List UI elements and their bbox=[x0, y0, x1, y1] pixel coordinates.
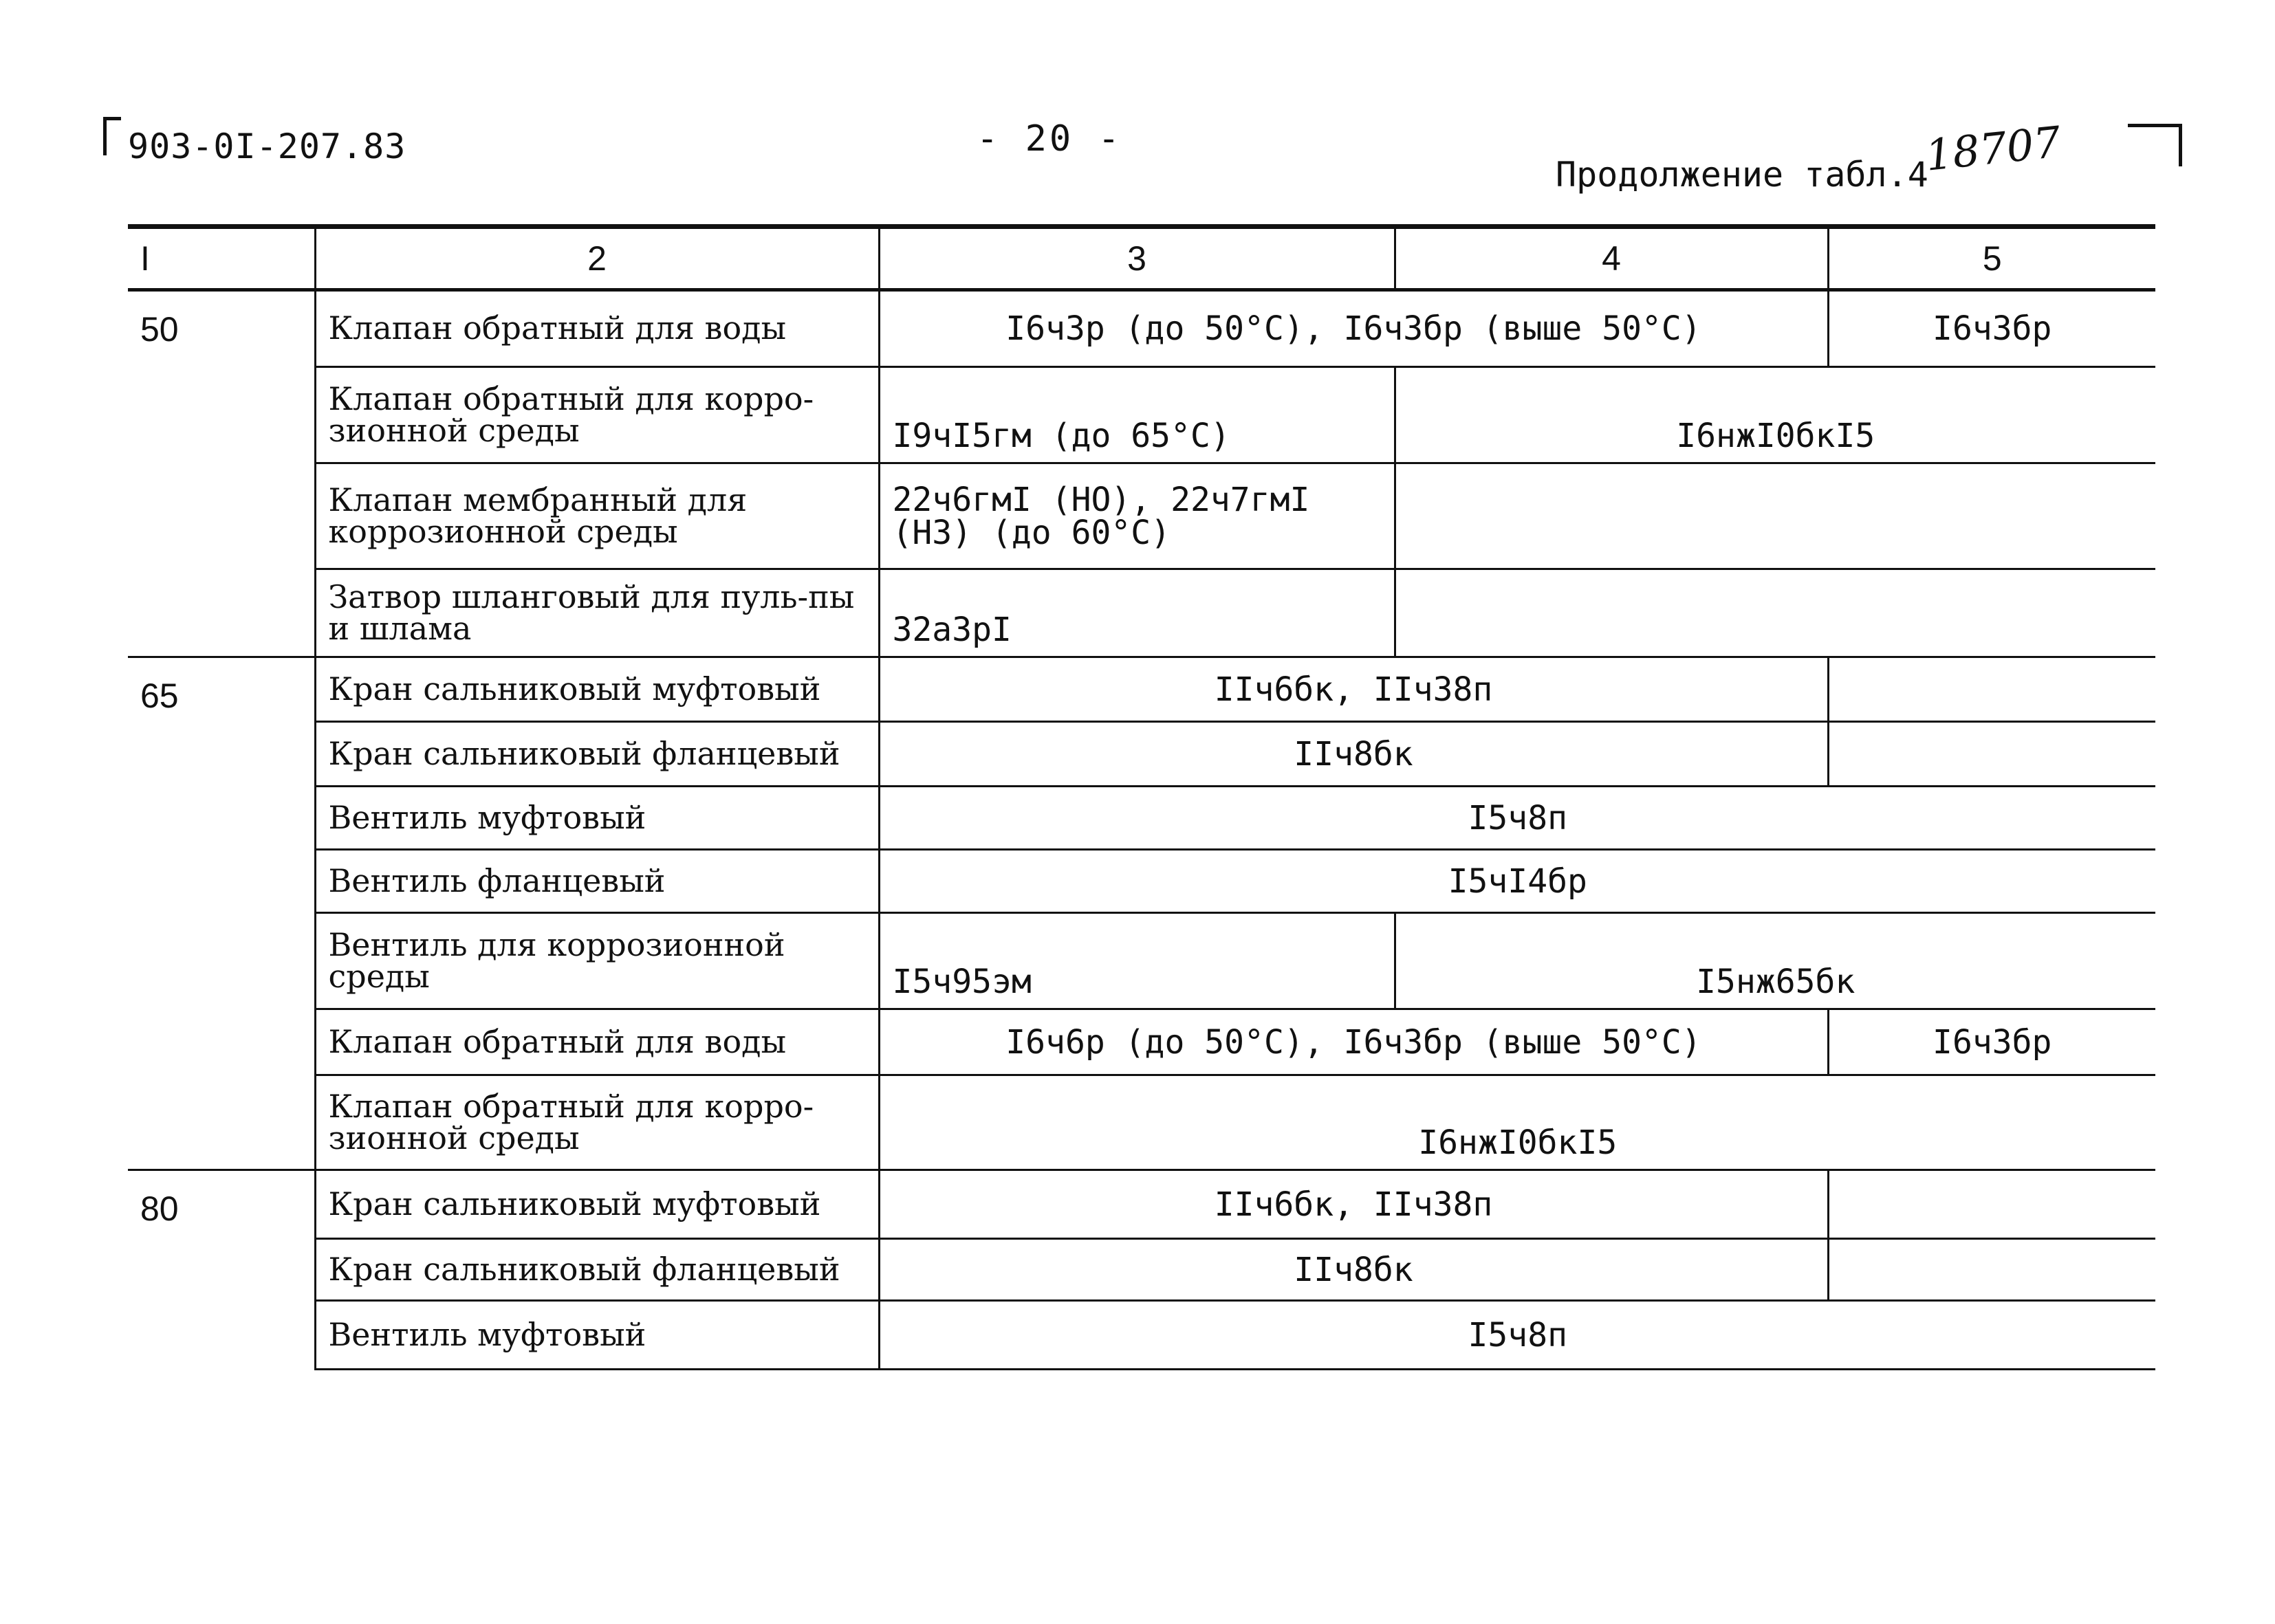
table-row bbox=[128, 1301, 2155, 1370]
fitting-name: Клапан обратный для воды bbox=[315, 290, 879, 367]
table-row bbox=[128, 657, 2155, 722]
fitting-name: Кран сальниковый фланцевый bbox=[315, 722, 879, 787]
fitting-designation: IIч8бк bbox=[879, 1239, 1828, 1301]
fitting-designation: IIч6бк, IIч38п bbox=[879, 1170, 1828, 1239]
fitting-name: Клапан мембранный для коррозионной среды bbox=[315, 463, 879, 569]
table-row bbox=[128, 722, 2155, 787]
table-row bbox=[128, 850, 2155, 913]
fitting-name: Кран сальниковый муфтовый bbox=[315, 657, 879, 722]
fitting-name: Кран сальниковый муфтовый bbox=[315, 1170, 879, 1239]
fitting-designation: 32а3рI bbox=[879, 569, 1395, 657]
empty-cell bbox=[1395, 463, 2155, 569]
fitting-designation: I5ч95эм bbox=[879, 913, 1395, 1009]
fitting-designation: I6нжI0бкI5 bbox=[1395, 367, 2155, 463]
fitting-name: Вентиль муфтовый bbox=[315, 1301, 879, 1370]
corner-mark-left-top bbox=[103, 117, 121, 120]
table-row bbox=[128, 913, 2155, 1009]
valve-table bbox=[128, 227, 2155, 1370]
fitting-designation: I6ч6р (до 50°С), I6ч3бр (выше 50°С) bbox=[879, 1009, 1828, 1075]
table-row bbox=[128, 1009, 2155, 1075]
fitting-designation: I6ч3бр bbox=[1828, 1009, 2155, 1075]
table-row bbox=[128, 569, 2155, 657]
empty-cell bbox=[1828, 1170, 2155, 1239]
fitting-name: Клапан обратный для корро-зионной среды bbox=[315, 367, 879, 463]
handwritten-number: 18707 bbox=[1923, 116, 2063, 181]
empty-cell bbox=[1828, 657, 2155, 722]
table-row bbox=[128, 1239, 2155, 1301]
table-row bbox=[128, 1170, 2155, 1239]
empty-cell bbox=[1395, 569, 2155, 657]
fitting-name: Клапан обратный для корро-зионной среды bbox=[315, 1075, 879, 1170]
table-row bbox=[128, 1075, 2155, 1170]
col-header-2: 2 bbox=[315, 228, 879, 290]
fitting-name: Кран сальниковый фланцевый bbox=[315, 1239, 879, 1301]
table-row bbox=[128, 367, 2155, 463]
empty-cell bbox=[1828, 1239, 2155, 1301]
page-number: - 20 - bbox=[977, 118, 1122, 160]
fitting-name: Вентиль для коррозионной среды bbox=[315, 913, 879, 1009]
fitting-name: Вентиль муфтовый bbox=[315, 787, 879, 850]
fitting-name: Затвор шланговый для пуль-пы и шлама bbox=[315, 569, 879, 657]
corner-mark-right-top bbox=[2128, 124, 2181, 127]
fitting-designation: I5ч8п bbox=[879, 1301, 2155, 1370]
fitting-designation: I6ч3р (до 50°С), I6ч3бр (выше 50°С) bbox=[879, 290, 1828, 367]
fitting-name: Вентиль фланцевый bbox=[315, 850, 879, 913]
table-row bbox=[128, 787, 2155, 850]
fitting-designation: I5ч8п bbox=[879, 787, 2155, 850]
fitting-designation: I6ч3бр bbox=[1828, 290, 2155, 367]
fitting-designation: I5чI4бр bbox=[879, 850, 2155, 913]
col-header-4: 4 bbox=[1395, 228, 1828, 290]
col-header-3: 3 bbox=[879, 228, 1395, 290]
table-row bbox=[128, 290, 2155, 367]
fitting-designation: IIч6бк, IIч38п bbox=[879, 657, 1828, 722]
dn-cell: 80 bbox=[128, 1170, 315, 1370]
dn-cell: 50 bbox=[128, 290, 315, 657]
table-row bbox=[128, 463, 2155, 569]
col-header-1: I bbox=[128, 228, 315, 290]
document-code: 903-0I-207.83 bbox=[128, 127, 406, 166]
dn-cell: 65 bbox=[128, 657, 315, 1170]
corner-mark-right bbox=[2179, 124, 2182, 166]
fitting-designation: I5нж65бк bbox=[1395, 913, 2155, 1009]
fitting-designation: I9чI5гм (до 65°С) bbox=[879, 367, 1395, 463]
fitting-designation: I6нжI0бкI5 bbox=[879, 1075, 2155, 1170]
table-header-row bbox=[128, 228, 2155, 290]
fitting-name: Клапан обратный для воды bbox=[315, 1009, 879, 1075]
fitting-designation: IIч8бк bbox=[879, 722, 1828, 787]
table-continuation-caption: Продолжение табл.4 bbox=[1556, 155, 1928, 195]
fitting-designation: 22ч6гмI (НО), 22ч7гмI (НЗ) (до 60°С) bbox=[879, 463, 1395, 569]
col-header-5: 5 bbox=[1828, 228, 2155, 290]
empty-cell bbox=[1828, 722, 2155, 787]
corner-mark-left bbox=[103, 117, 107, 155]
